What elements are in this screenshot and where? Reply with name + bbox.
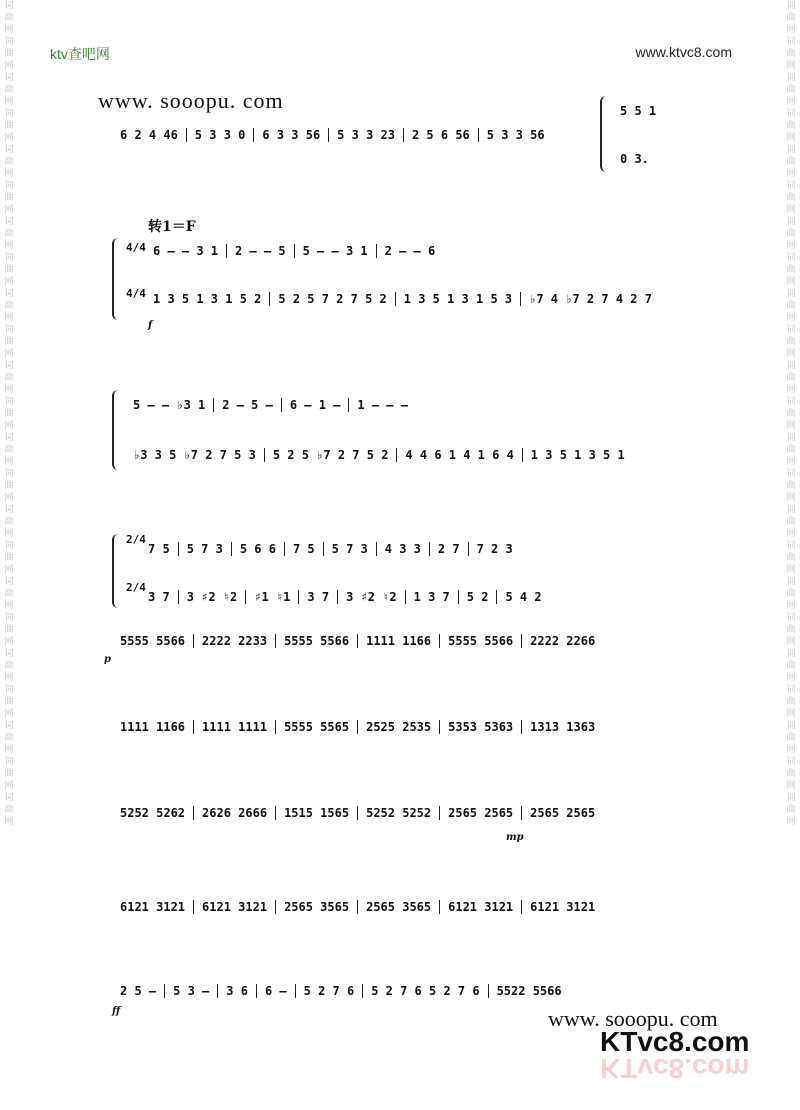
measure: 5252 5252 — [358, 806, 440, 820]
measure: 5555 5566 — [276, 634, 358, 648]
measure: 7 5 — [285, 542, 324, 556]
measure: 2565 3565 — [276, 900, 358, 914]
measure: 6121 3121 — [530, 900, 596, 914]
measure: 3 7 — [299, 590, 338, 604]
score-row-2-lower — [145, 292, 700, 306]
measure: ♯1 ♮1 — [246, 590, 299, 604]
measure: 1 3 5 1 3 5 1 — [530, 448, 625, 462]
measure: 1111 1166 — [358, 634, 440, 648]
measure: 6 3 3 56 — [254, 128, 329, 142]
measure: 2 – – 5 — [227, 244, 295, 258]
measure: 6121 3121 — [194, 900, 276, 914]
score-row-1 — [112, 128, 700, 142]
measure: 1111 1166 — [112, 720, 194, 734]
measure: 6 – – 3 1 — [145, 244, 227, 258]
measure: 2 – 5 – — [214, 398, 282, 412]
side-watermark-left: 词曲网词曲网词曲网词曲网词曲网词曲网词曲网词曲网词曲网词曲网词曲网词曲网词曲网词曲网词曲网词曲网词曲网词曲网词曲网词曲网词曲网词曲网词曲网 — [4, 1, 14, 827]
measure: 1111 1111 — [194, 720, 276, 734]
measure: 2626 2666 — [194, 806, 276, 820]
score-row-4-upper — [140, 542, 700, 556]
measure: 5 5 1 — [620, 104, 657, 118]
side-watermark-right: 词曲网词曲网词曲网词曲网词曲网词曲网词曲网词曲网词曲网词曲网词曲网词曲网词曲网词曲网词曲网词曲网词曲网词曲网词曲网词曲网词曲网词曲网词曲网 — [786, 1, 796, 827]
staff-brace — [112, 238, 120, 320]
measure: 6 – — [257, 984, 296, 998]
measure: 4 3 3 — [377, 542, 430, 556]
watermark-top: www. sooopu. com — [98, 88, 284, 113]
measure: 5 2 5 7 2 7 5 2 — [270, 292, 395, 306]
time-signature: 2/4 — [126, 581, 146, 594]
measure: 1 3 5 1 3 1 5 2 — [145, 292, 270, 306]
logo-text: KTvc8.com — [600, 1026, 750, 1057]
measure: 6121 3121 — [440, 900, 522, 914]
measure: 4 4 6 1 4 1 6 4 — [397, 448, 522, 462]
time-signature: 4/4 — [126, 241, 146, 254]
time-signature: 4/4 — [126, 287, 146, 300]
measure: 1 3 7 — [406, 590, 459, 604]
time-signature: 2/4 — [126, 533, 146, 546]
measure: 1 3 5 1 3 1 5 3 — [396, 292, 521, 306]
measure: 5555 5566 — [112, 634, 194, 648]
score-row-3-upper — [125, 398, 700, 412]
measure: 5 7 3 — [324, 542, 377, 556]
measure: 6 2 4 46 — [112, 128, 187, 142]
measure: 2 – – 6 — [384, 244, 436, 258]
measure: 7 2 3 — [476, 542, 513, 556]
score-row-3-lower — [125, 448, 700, 462]
measure: 5 – – ♭3 1 — [125, 398, 214, 412]
measure: 2 5 6 56 — [404, 128, 479, 142]
score-row-7 — [112, 806, 700, 820]
measure: 2525 2535 — [358, 720, 440, 734]
dynamic-marking: f — [148, 320, 153, 331]
score-row-9 — [112, 984, 700, 998]
measure: ♭3 3 5 ♭7 2 7 5 3 — [125, 448, 265, 462]
dynamic-marking: p — [104, 654, 111, 665]
staff-brace — [600, 96, 608, 172]
site-url-right[interactable]: www.ktvc8.com — [635, 44, 732, 60]
measure: ♭7 4 ♭7 2 7 4 2 7 — [529, 292, 652, 306]
measure: 2565 2565 — [440, 806, 522, 820]
logo-reflection: KTvc8.com — [600, 1053, 750, 1084]
measure: 2565 2565 — [530, 806, 596, 820]
measure: 3 6 — [218, 984, 257, 998]
score-row-2-upper — [145, 244, 700, 258]
measure: 2222 2233 — [194, 634, 276, 648]
measure: 5 6 6 — [232, 542, 285, 556]
staff-brace — [112, 390, 120, 470]
measure: 5 3 3 23 — [329, 128, 404, 142]
measure: 6 – 1 – — [282, 398, 350, 412]
score-row-1b-upper — [612, 104, 700, 118]
measure: 2565 3565 — [358, 900, 440, 914]
score-row-6 — [112, 720, 700, 734]
measure: 5 3 3 0 — [187, 128, 255, 142]
measure: 5353 5363 — [440, 720, 522, 734]
measure: 5 2 7 6 5 2 7 6 — [363, 984, 488, 998]
watermark-bottom: www. sooopu. com — [548, 1006, 718, 1031]
measure: 5 2 7 6 — [296, 984, 364, 998]
score-row-5 — [112, 634, 700, 648]
measure: 5252 5262 — [112, 806, 194, 820]
measure: 5 2 — [459, 590, 498, 604]
measure: 1313 1363 — [530, 720, 596, 734]
site-name-left[interactable]: ktv查吧网 — [50, 46, 110, 62]
measure: 2222 2266 — [530, 634, 596, 648]
measure: 7 5 — [140, 542, 179, 556]
dynamic-marking: mp — [506, 832, 524, 843]
score-row-8 — [112, 900, 700, 914]
measure: 1515 1565 — [276, 806, 358, 820]
measure: 2 5 – — [112, 984, 165, 998]
measure: 0 3. — [620, 152, 649, 166]
dynamic-marking: ff — [112, 1006, 121, 1017]
measure: 1 – – – — [357, 398, 408, 412]
measure: 5 – – 3 1 — [295, 244, 377, 258]
measure: 2 7 — [430, 542, 469, 556]
key-change: 转1＝F — [148, 219, 196, 235]
measure: 5 3 3 56 — [486, 128, 545, 142]
measure: 5 2 5 ♭7 2 7 5 2 — [265, 448, 398, 462]
measure: 3 7 — [140, 590, 179, 604]
staff-brace — [112, 534, 120, 608]
measure: 6121 3121 — [112, 900, 194, 914]
measure: 3 ♯2 ♮2 — [179, 590, 247, 604]
measure: 3 ♯2 ♮2 — [338, 590, 406, 604]
score-row-1b-lower — [612, 152, 700, 166]
measure: 5555 5565 — [276, 720, 358, 734]
score-row-4-lower — [140, 590, 700, 604]
measure: 5 4 2 — [505, 590, 542, 604]
measure: 5522 5566 — [496, 984, 562, 998]
measure: 5555 5566 — [440, 634, 522, 648]
measure: 5 3 – — [165, 984, 218, 998]
measure: 5 7 3 — [179, 542, 232, 556]
